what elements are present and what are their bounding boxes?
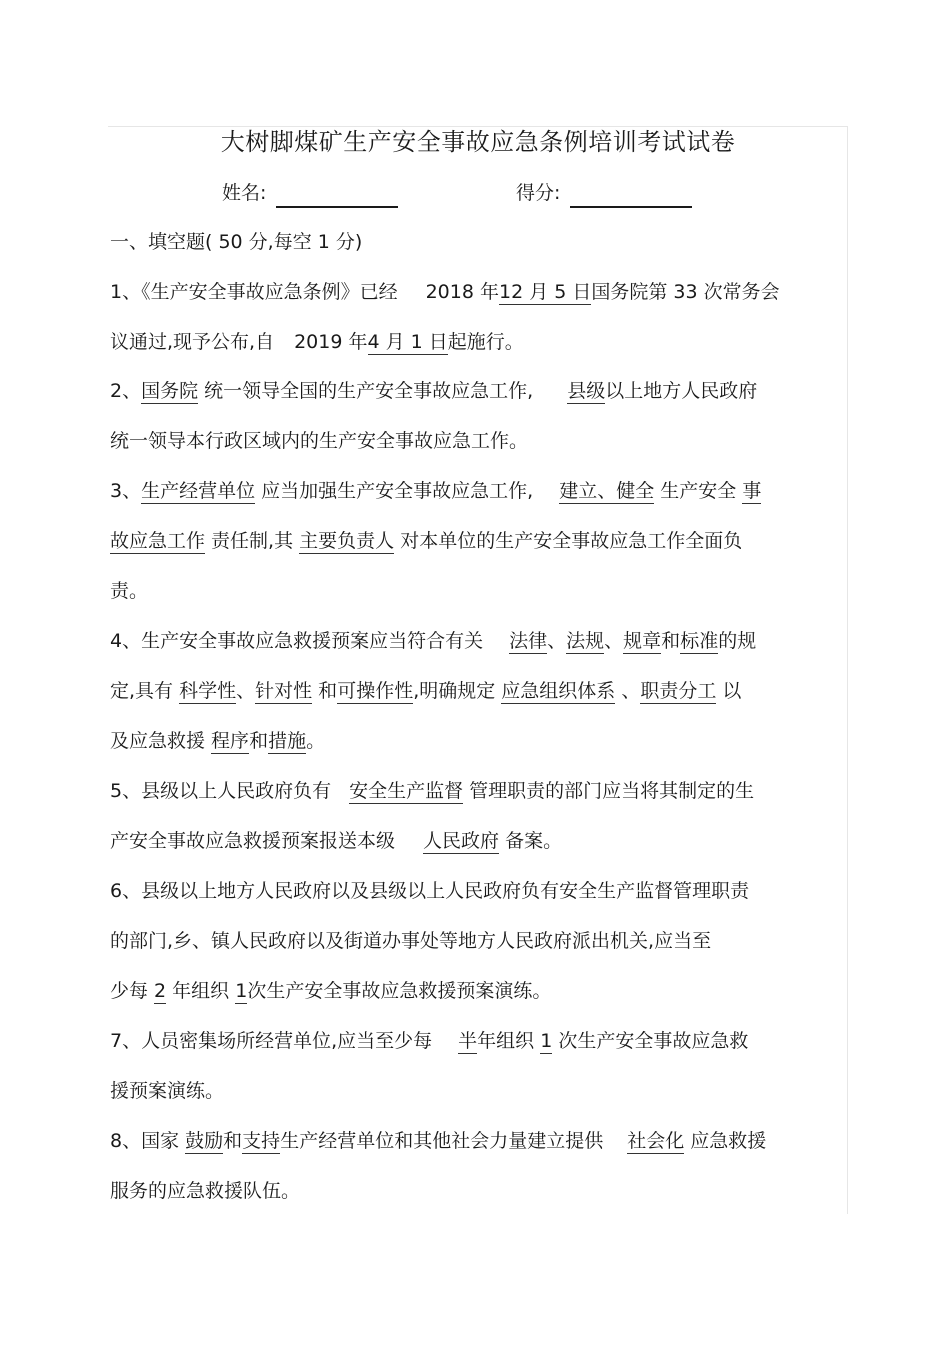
text: 议通过,现予公布,自: [110, 331, 275, 353]
text: 5、县级以上人民政府负有: [110, 780, 332, 802]
answer: 应急组织体系: [501, 680, 616, 702]
text: 少每: [110, 980, 155, 1002]
name-label: 姓名:: [222, 182, 267, 204]
text: 生产安全: [654, 480, 743, 502]
question-7-line-2: 援预案演练。: [110, 1080, 225, 1102]
text: 3、: [110, 480, 142, 502]
text: 以上地方人民政府: [605, 380, 758, 402]
answer: 人民政府: [423, 830, 500, 852]
answer: 法律: [509, 630, 548, 652]
question-7-line-1: [110, 1025, 748, 1057]
answer: 法规: [566, 630, 605, 652]
question-6-line-1: 6、县级以上地方人民政府以及县级以上人民政府负有安全生产监督管理职责: [110, 880, 750, 902]
answer: 国务院: [141, 380, 199, 402]
answer: 建立、健全: [559, 480, 655, 502]
text: 次生产安全事故应急救援预案演练。: [247, 980, 552, 1002]
text: 和: [661, 630, 681, 652]
text: 国务院第 33 次常务会: [591, 281, 780, 303]
answer: 事: [742, 480, 762, 502]
answer: 规章: [623, 630, 662, 652]
answer: 故应急工作: [110, 530, 206, 552]
answer: 职责分工: [640, 680, 717, 702]
text: 应急救援: [684, 1130, 767, 1152]
score-label: 得分:: [516, 182, 561, 204]
text: 、: [615, 680, 641, 702]
text: 管理职责的部门应当将其制定的生: [463, 780, 755, 802]
text: 、: [604, 630, 624, 652]
score-field: [516, 178, 692, 208]
text: 次生产安全事故应急救: [552, 1030, 749, 1052]
text: 年组织: [166, 980, 236, 1002]
answer: 支持: [242, 1130, 281, 1152]
answer: 措施: [268, 730, 307, 752]
text: 、: [236, 680, 256, 702]
question-4-line-2: [110, 675, 741, 707]
answer: 鼓励: [185, 1130, 224, 1152]
text: 应当加强生产安全事故应急工作,: [255, 480, 534, 502]
answer: 1: [540, 1030, 553, 1052]
text: 产安全事故应急救援预案报送本级: [110, 830, 396, 852]
answer: 标准: [680, 630, 719, 652]
text: 定,具有: [110, 680, 180, 702]
page-title: 大树脚煤矿生产安全事故应急条例培训考试试卷: [220, 128, 736, 156]
answer: 程序: [211, 730, 250, 752]
text: 责任制,其: [205, 530, 300, 552]
text: 和: [312, 680, 338, 702]
answer: 科学性: [179, 680, 237, 702]
question-4-line-1: [110, 625, 756, 657]
answer: 县级: [567, 380, 606, 402]
text: 对本单位的生产安全事故应急工作全面负: [394, 530, 743, 552]
text: 起施行。: [447, 331, 524, 353]
answer: 12 月 5 日: [499, 281, 592, 303]
question-6-line-2: 的部门,乡、镇人民政府以及街道办事处等地方人民政府派出机关,应当至: [110, 930, 712, 952]
score-blank: [570, 184, 692, 208]
question-1-line-1: [110, 276, 780, 308]
text: 、: [547, 630, 567, 652]
text: 的规: [718, 630, 757, 652]
question-1-line-2: [110, 326, 524, 358]
question-4-line-3: [110, 725, 325, 757]
text: 以: [716, 680, 742, 702]
text: 年组织: [477, 1030, 541, 1052]
text: 。: [306, 730, 326, 752]
question-3-line-1: [110, 475, 761, 507]
text: 及应急救援: [110, 730, 212, 752]
text: 2019 年: [294, 331, 368, 353]
question-8-line-1: [110, 1125, 766, 1157]
text: 4、生产安全事故应急救援预案应当符合有关: [110, 630, 484, 652]
question-2-line-2: 统一领导本行政区域内的生产安全事故应急工作。: [110, 430, 529, 452]
question-6-line-3: [110, 975, 551, 1007]
text: 2018 年: [425, 281, 499, 303]
answer: 安全生产监督: [349, 780, 464, 802]
text: 统一领导全国的生产安全事故应急工作,: [198, 380, 534, 402]
answer: 可操作性: [337, 680, 414, 702]
text: 7、人员密集场所经营单位,应当至少每: [110, 1030, 433, 1052]
answer: 2: [154, 980, 167, 1002]
question-2-line-1: [110, 375, 757, 407]
question-8-line-2: 服务的应急救援队伍。: [110, 1180, 301, 1202]
text: 8、国家: [110, 1130, 186, 1152]
name-field: [222, 178, 398, 208]
answer: 1: [235, 980, 248, 1002]
question-3-line-2: [110, 525, 742, 557]
answer: 社会化: [627, 1130, 685, 1152]
section-heading: 一、填空题( 50 分,每空 1 分): [110, 231, 363, 253]
question-3-line-3: 责。: [110, 580, 149, 602]
answer: 半: [458, 1030, 478, 1052]
name-blank: [276, 184, 398, 208]
text: 和: [223, 1130, 243, 1152]
answer: 针对性: [255, 680, 313, 702]
question-5-line-1: [110, 775, 754, 807]
question-5-line-2: [110, 825, 562, 857]
answer: 主要负责人: [299, 530, 395, 552]
page-border-right: [847, 126, 848, 1214]
text: 和: [249, 730, 269, 752]
text: 备案。: [499, 830, 563, 852]
text: 1、《生产安全事故应急条例》已经: [110, 281, 398, 303]
answer: 4 月 1 日: [367, 331, 448, 353]
text: 生产经营单位和其他社会力量建立提供: [280, 1130, 604, 1152]
answer: 生产经营单位: [141, 480, 256, 502]
text: ,明确规定: [413, 680, 502, 702]
text: 2、: [110, 380, 142, 402]
